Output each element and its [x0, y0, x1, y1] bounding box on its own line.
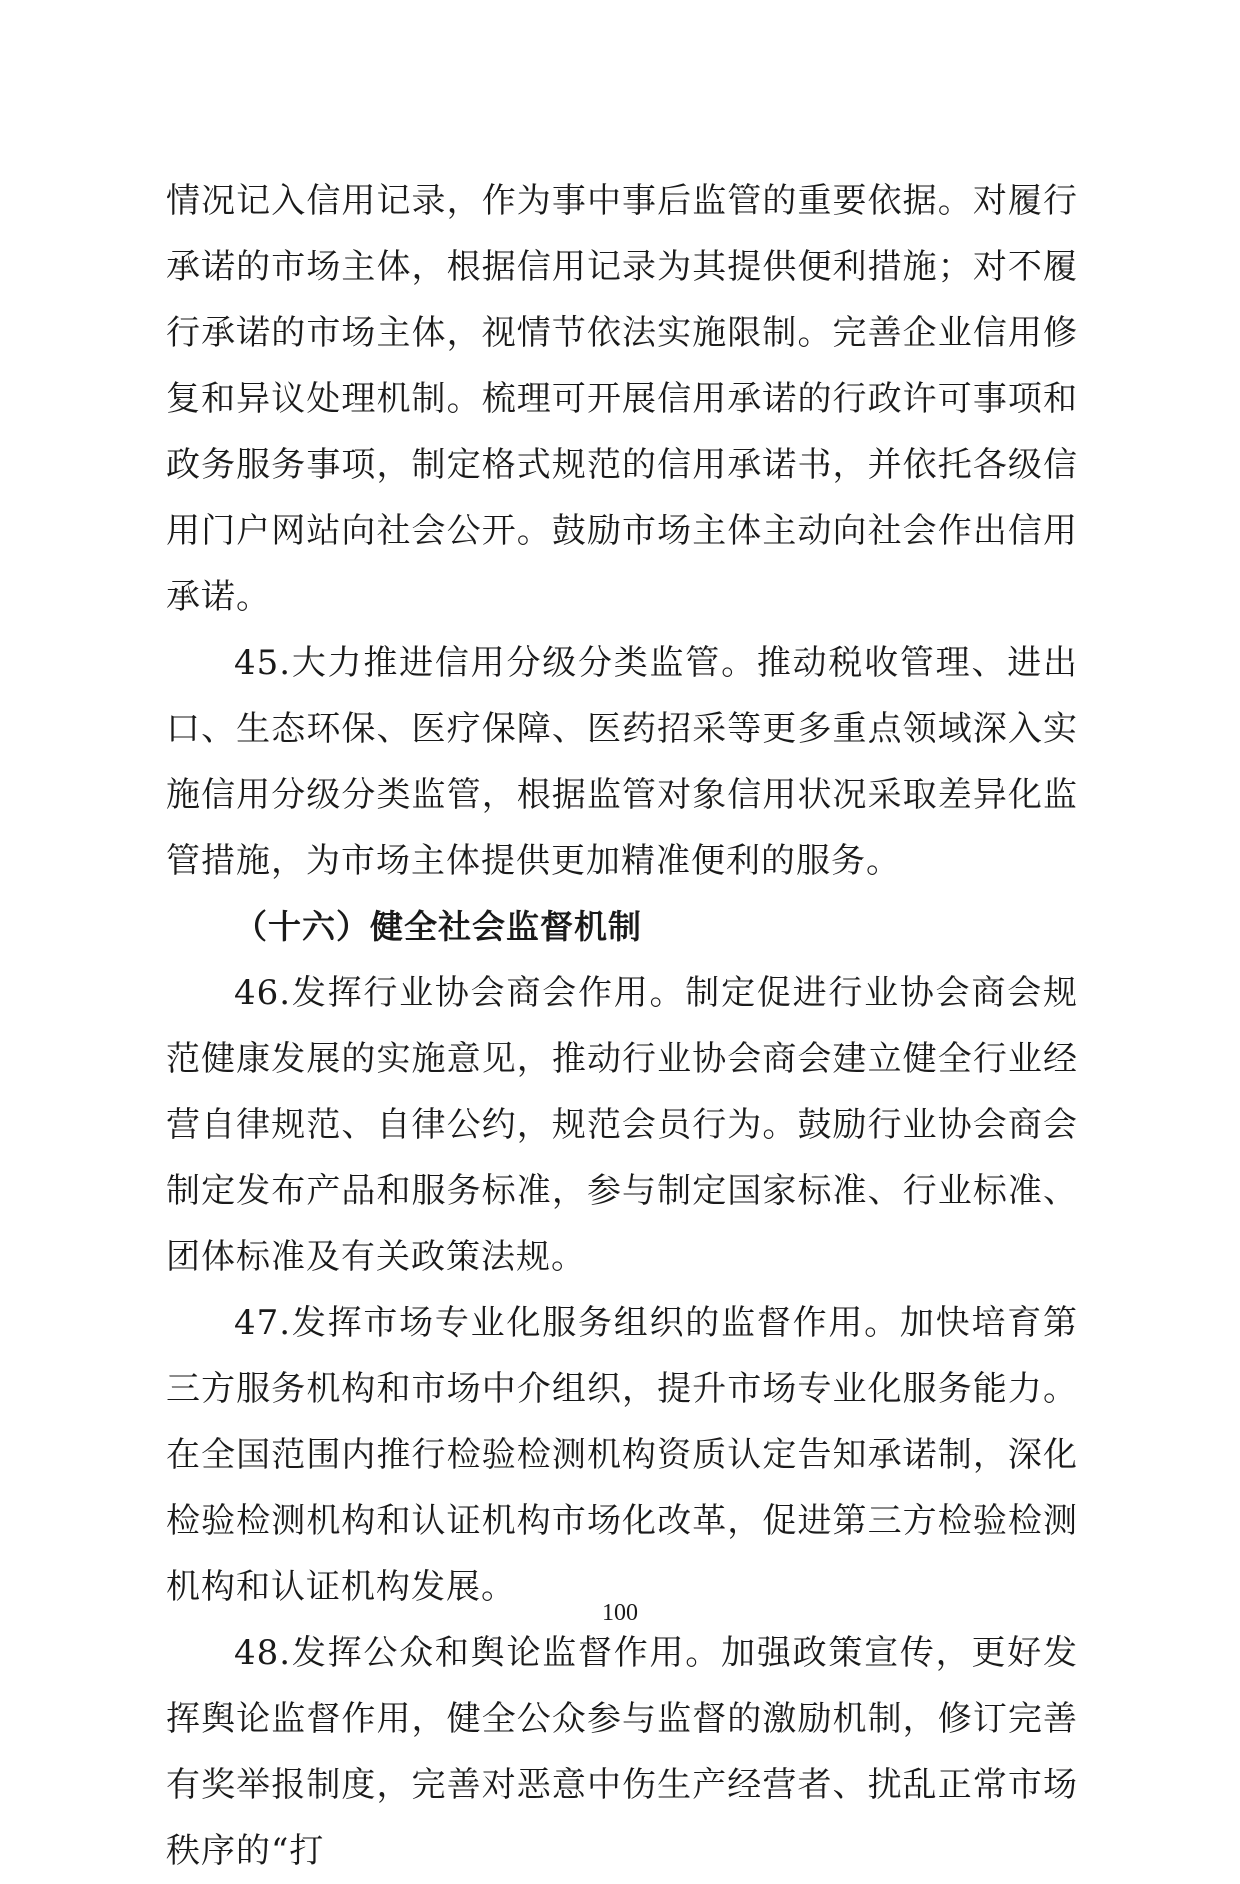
page-number: 100 [602, 1600, 638, 1626]
paragraph-item-46: 46.发挥行业协会商会作用。制定促进行业协会商会规范健康发展的实施意见，推动行业协会商会建立健全行业经营自律规范、自律公约，规范会员行为。鼓励行业协会商会制定发布产品和服务标准，参与制定国家标准、行业标准、团体标准及有关政策法规。 [166, 973, 1078, 1277]
section-heading: （十六）健全社会监督机制 [234, 907, 642, 946]
paragraph-item-48: 48.发挥公众和舆论监督作用。加强政策宣传，更好发挥舆论监督作用，健全公众参与监督的激励机制，修订完善有奖举报制度，完善对恶意中伤生产经营者、扰乱正常市场秩序的“打 [166, 1633, 1078, 1871]
paragraph-item-45: 45.大力推进信用分级分类监管。推动税收管理、进出口、生态环保、医疗保障、医药招采等更多重点领域深入实施信用分级分类监管，根据监管对象信用状况采取差异化监管措施，为市场主体提供更加精准便利的服务。 [166, 643, 1078, 881]
paragraph-item-47: 47.发挥市场专业化服务组织的监督作用。加快培育第三方服务机构和市场中介组织，提升市场专业化服务能力。在全国范围内推行检验检测机构资质认定告知承诺制，深化检验检测机构和认证机构市场化改革，促进第三方检验检测机构和认证机构发展。 [166, 1303, 1078, 1607]
paragraph-continuation: 情况记入信用记录，作为事中事后监管的重要依据。对履行承诺的市场主体，根据信用记录为其提供便利措施；对不履行承诺的市场主体，视情节依法实施限制。完善企业信用修复和异议处理机制。梳理可开展信用承诺的行政许可事项和政务服务事项，制定格式规范的信用承诺书，并依托各级信用门户网站向社会公开。鼓励市场主体主动向社会作出信用承诺。 [166, 181, 1078, 617]
